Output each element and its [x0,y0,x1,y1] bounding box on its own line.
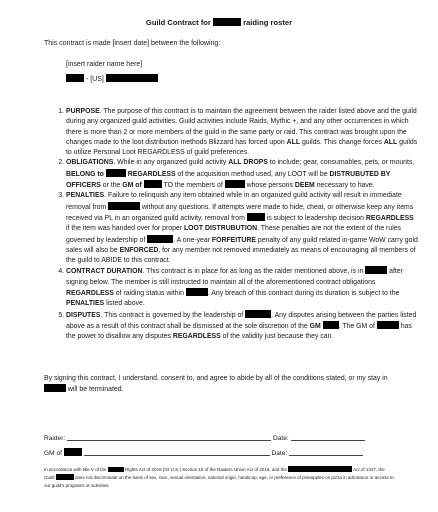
redaction-bar [245,310,271,318]
term-disputes: 5. DISPUTES. This contract is governed by the leadership of . Any disputes arising between the parties listed above as a result of this contract shall be dismissed at the sole discretion of the GM . The GM of has the power to disallow any disputes REGARDLESS of the validity just because they can. [66,310,418,343]
redaction-bar [108,467,124,472]
page-title: Guild Contract for raiding roster [145,18,293,27]
intro-text: This contract is made [insert date] between the following: [44,40,221,47]
closing-statement: By signing this contract, I understand, consent to, and agree to abide by all of the conditions stated, or my stay in will be terminated. [44,375,388,394]
redaction-bar [213,18,241,26]
term-penalties: 3. PENALTIES. Failure to relinquish any item obtained while in an organized guild activity will result in immediate removal from without any questions. If attempts were made to hide, cheat, or otherwise keep any items received via PL in an organized guild activity, removal from is subject to leadership decision REGARDLESS if the item was handed over for proper LOOT DISTRUBUTION. These penalties are not the extent of the rules governed by leadership of . A one-year FORFEITURE penalty of any guild related in-game WoW carry gold sales will also be ENFORCED, for any member not removed immediately as means of encouraging all members of the guild to ABIDE to this contract. [66,191,418,266]
guild-name-line: - [US] [66,74,158,83]
gm-signature-line: GM of Date: [44,448,396,457]
term-purpose: 1. PURPOSE. The purpose of this contract is to maintain the agreement between the raider listed above and the guild during any organized guild activities. Guild activities include Raids, Mythic +, and any other occurrences in which there is more than 2 or more members of the guild in the same party or raid. This contract was brought upon the changes made to the loot distribution methods Blizzard has forced upon ALL guilds. This change forces ALL guilds to utilize Personal Loot REGARDLESS of guild preferences. [66,107,418,158]
redaction-bar [225,180,245,188]
redaction-bar [106,169,126,177]
nondiscrimination-notice: In accordance with title V of the Rights Act of 2018 (02 U.S.) Section 15 of the Raiders Union Act of 2018, and the Act of 1337, the Guild does not discriminate on the basis of sex, race, sexual orientation, national origin, handicap, age, or preference of pineapples on pizza in admission or access to our guild's programs or activities. [44,467,394,488]
redaction-bar [323,321,339,329]
term-contract-duration: 4. CONTRACT DURATION. This contract is in place for as long as the raider mentioned above, is in after signing below. The member is still instructed to maintain all of the aforementioned contract obligations REGARDLESS of raiding status within . Any breach of this contract during its duration is subject to the PENALTIES listed above. [66,266,418,309]
redaction-bar [106,74,158,82]
redaction-bar [377,321,399,329]
redaction-bar [144,180,162,188]
redaction-bar [64,448,82,456]
term-obligations: 2. OBLIGATIONS. While in any organized guild activity ALL DROPS to include; gear, consumables, pets, or mounts, BELONG to REGARDLESS of the acquisition method used, any LOOT will be DISTRUBUTED BY OFFICERS or the GM of TO the members of whose persons DEEM necessary to have. [66,158,418,191]
redaction-bar [365,266,387,274]
redaction-bar [247,213,265,221]
redaction-bar [288,466,324,472]
redaction-bar [324,466,352,472]
raider-signature-field[interactable] [67,433,271,441]
raider-signature-line: Raider: Date: [44,433,396,442]
redaction-bar [108,202,140,210]
gm-signature-field[interactable] [84,448,270,456]
terms-list [44,107,418,343]
gm-date-field[interactable] [289,448,363,456]
raider-name-placeholder: [insert raider name here] [66,61,143,68]
redaction-bar [147,235,173,243]
redaction-bar [186,288,208,296]
redaction-bar [44,384,66,392]
redaction-bar [56,474,74,480]
redaction-bar [66,74,84,82]
raider-date-field[interactable] [291,433,365,441]
